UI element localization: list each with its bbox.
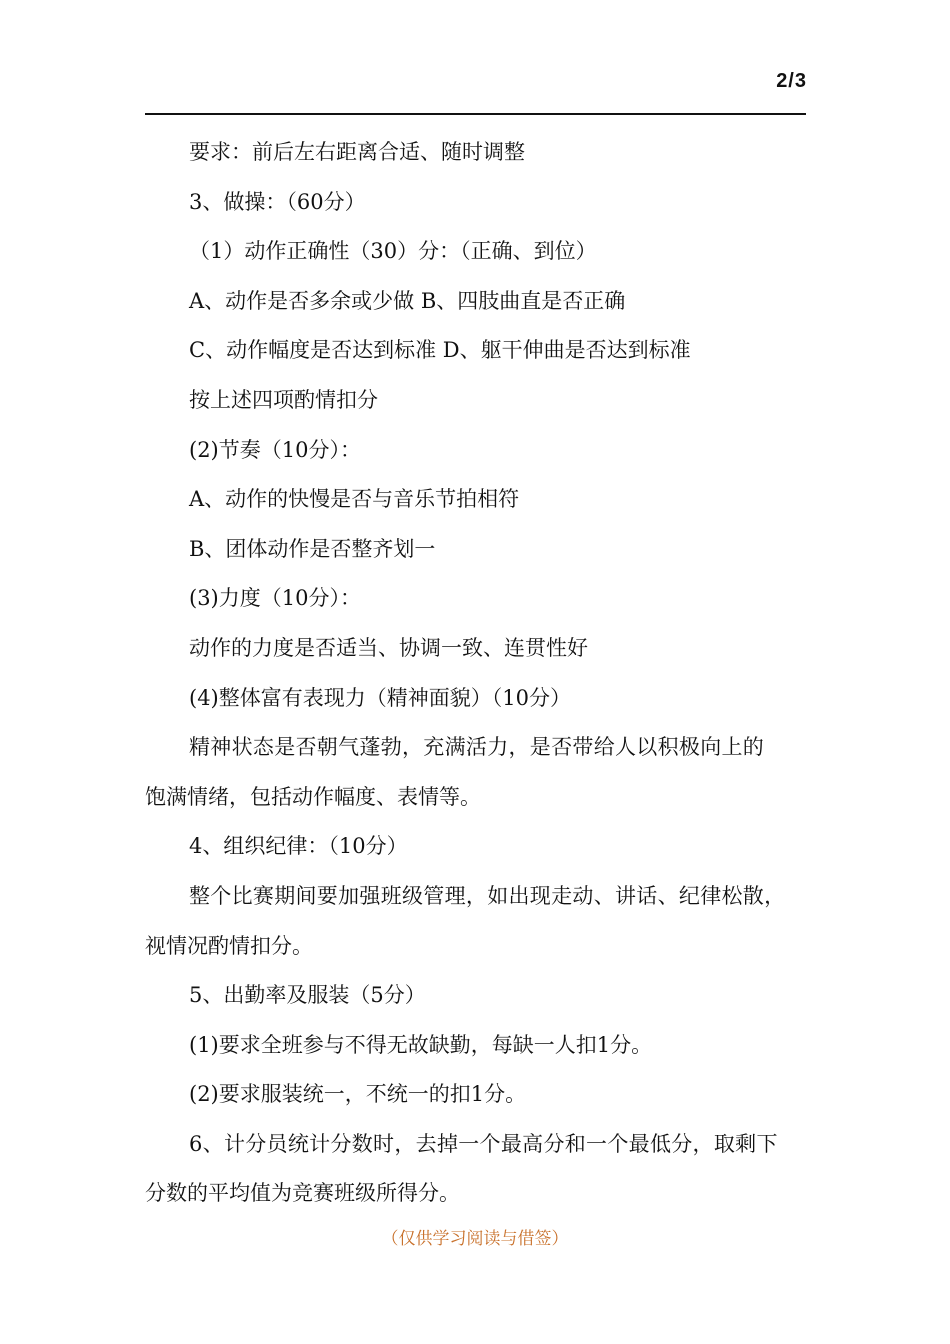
section-heading: 4、组织纪律：（10分） bbox=[189, 834, 408, 859]
section-heading: 3、做操：（60分） bbox=[189, 189, 366, 214]
text-line: (4)整体富有表现力（精神面貌）（10分） bbox=[189, 685, 571, 710]
text-line: 分数的平均值为竞赛班级所得分。 bbox=[145, 1181, 460, 1206]
text-line: 视情况酌情扣分。 bbox=[145, 933, 313, 958]
text-line: 饱满情绪，包括动作幅度、表情等。 bbox=[145, 784, 481, 809]
text-line: 动作的力度是否适当、协调一致、连贯性好 bbox=[189, 635, 588, 660]
section-heading: 5、出勤率及服装（5分） bbox=[189, 983, 426, 1008]
text-line: (3)力度（10分）： bbox=[189, 586, 361, 611]
text-line: 要求：前后左右距离合适、随时调整 bbox=[189, 140, 525, 164]
text-line: (2)节奏（10分）： bbox=[189, 437, 361, 462]
text-line: A、动作是否多余或少做 B、四肢曲直是否正确 bbox=[189, 288, 626, 313]
text-line: (1)要求全班参与不得无故缺勤，每缺一人扣1分。 bbox=[189, 1032, 653, 1057]
header-rule bbox=[145, 113, 806, 115]
footer-note: （仅供学习阅读与借签） bbox=[381, 1229, 569, 1249]
text-line: C、动作幅度是否达到标准 D、躯干伸曲是否达到标准 bbox=[189, 338, 691, 363]
text-line: A、动作的快慢是否与音乐节拍相符 bbox=[189, 487, 520, 512]
text-line: 整个比赛期间要加强班级管理，如出现走动、讲话、纪律松散， bbox=[189, 883, 786, 908]
page-number: 2/3 bbox=[776, 70, 807, 92]
text-line: 按上述四项酌情扣分 bbox=[189, 387, 378, 412]
text-line: B、团体动作是否整齐划一 bbox=[189, 536, 436, 561]
text-line: （1）动作正确性（30）分：（正确、到位） bbox=[189, 239, 597, 264]
text-line: 精神状态是否朝气蓬勃，充满活力，是否带给人以积极向上的 bbox=[189, 735, 765, 760]
section-heading: 6、计分员统计分数时，去掉一个最高分和一个最低分，取剩下 bbox=[189, 1131, 778, 1156]
text-line: (2)要求服装统一，不统一的扣1分。 bbox=[189, 1082, 527, 1107]
document-body bbox=[145, 128, 810, 1219]
